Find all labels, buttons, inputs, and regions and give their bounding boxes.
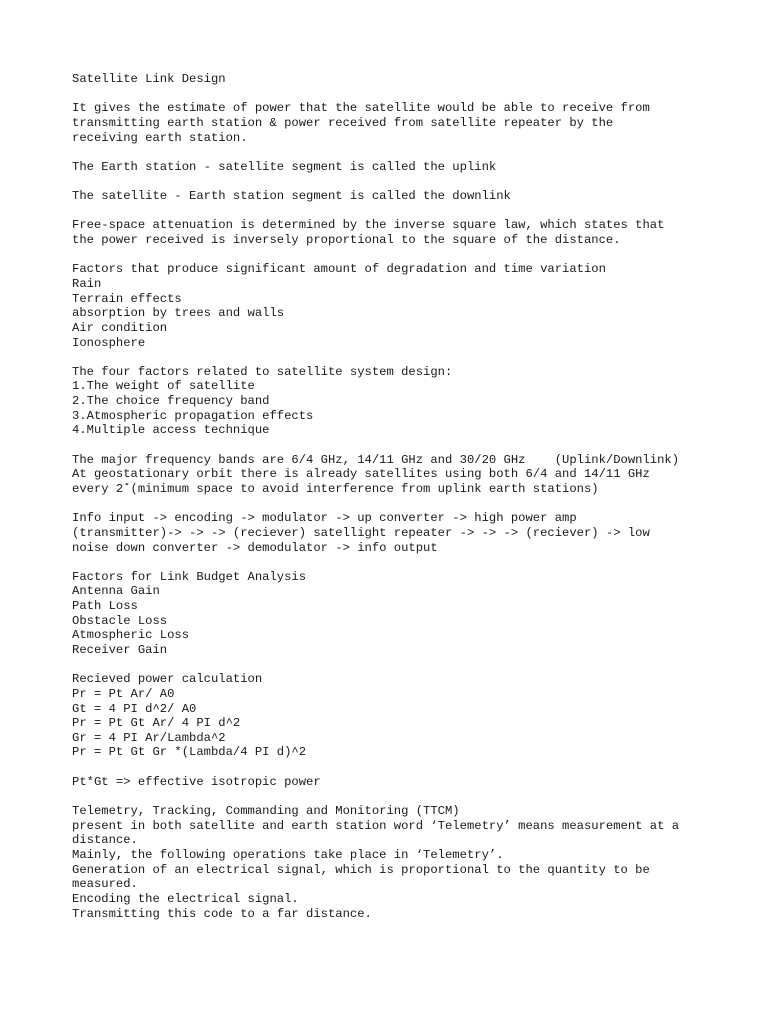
text-line: Mainly, the following operations take place in ‘Telemetry’. xyxy=(72,847,504,862)
text-line: Free-space attenuation is determined by the inverse square law, which states that xyxy=(72,218,665,233)
formula-line: Pr = Pt Gt Ar/ 4 PI d^2 xyxy=(72,716,241,731)
paragraph-signal-chain xyxy=(72,511,732,555)
list-item: Rain xyxy=(72,276,102,291)
text-line: Telemetry, Tracking, Commanding and Monitoring (TTCM) xyxy=(72,804,460,819)
list-item: Receiver Gain xyxy=(72,642,168,657)
paragraph-degradation-factors xyxy=(72,262,732,350)
text-line: receiving earth station. xyxy=(72,130,248,145)
paragraph-design-factors xyxy=(72,365,732,438)
list-item: absorption by trees and walls xyxy=(72,306,285,321)
list-item: Antenna Gain xyxy=(72,584,160,599)
document-body xyxy=(72,72,732,936)
paragraph-power-calculation xyxy=(72,672,732,760)
list-item: Ionosphere xyxy=(72,335,146,350)
paragraph-uplink xyxy=(72,160,732,175)
text-line: the power received is inversely proportional to the square of the distance. xyxy=(72,233,621,248)
text-line: The Earth station - satellite segment is called the uplink xyxy=(72,159,497,174)
formula-line: Pt*Gt => effective isotropic power xyxy=(72,774,321,789)
list-item: 2.The choice frequency band xyxy=(72,394,270,409)
text-line: The four factors related to satellite system design: xyxy=(72,364,453,379)
list-item: Terrain effects xyxy=(72,291,182,306)
list-item: Obstacle Loss xyxy=(72,613,168,628)
formula-line: Pr = Pt Ar/ A0 xyxy=(72,686,175,701)
text-line: Generation of an electrical signal, which is proportional to the quantity to be xyxy=(72,862,650,877)
text-line: Factors for Link Budget Analysis xyxy=(72,569,307,584)
text-line: The major frequency bands are 6/4 GHz, 14/11 GHz and 30/20 GHz (Uplink/Downlink) xyxy=(72,452,680,467)
text-line: Recieved power calculation xyxy=(72,672,263,687)
paragraph-ttcm xyxy=(72,804,732,921)
text-line: distance. xyxy=(72,833,138,848)
paragraph-eirp xyxy=(72,775,732,790)
paragraph-downlink xyxy=(72,189,732,204)
text-line: transmitting earth station & power received from satellite repeater by the xyxy=(72,115,614,130)
paragraph-link-budget xyxy=(72,570,732,658)
formula-line: Gr = 4 PI Ar/Lambda^2 xyxy=(72,730,226,745)
text-line: At geostationary orbit there is already satellites using both 6/4 and 14/11 GHz xyxy=(72,467,650,482)
list-item: 1.The weight of satellite xyxy=(72,379,255,394)
text-line: noise down converter -> demodulator -> info output xyxy=(72,540,438,555)
text-line: (transmitter)-> -> -> (reciever) satellight repeater -> -> -> (reciever) -> low xyxy=(72,525,650,540)
list-item: Path Loss xyxy=(72,599,138,614)
text-line: every 2˚(minimum space to avoid interference from uplink earth stations) xyxy=(72,481,599,496)
paragraph-free-space xyxy=(72,218,732,247)
text-line: Info input -> encoding -> modulator -> up converter -> high power amp xyxy=(72,511,577,526)
text-line: measured. xyxy=(72,877,138,892)
list-item: Atmospheric Loss xyxy=(72,628,190,643)
text-line: Encoding the electrical signal. xyxy=(72,891,299,906)
text-line: Transmitting this code to a far distance. xyxy=(72,906,372,921)
formula-line: Gt = 4 PI d^2/ A0 xyxy=(72,701,197,716)
paragraph-frequency-bands xyxy=(72,453,732,497)
text-line: It gives the estimate of power that the satellite would be able to receive from xyxy=(72,101,650,116)
list-item: 4.Multiple access technique xyxy=(72,423,270,438)
text-line: Satellite Link Design xyxy=(72,72,226,86)
text-line: present in both satellite and earth station word ‘Telemetry’ means measurement at a xyxy=(72,818,680,833)
formula-line: Pr = Pt Gt Gr *(Lambda/4 PI d)^2 xyxy=(72,745,307,760)
paragraph-intro xyxy=(72,101,732,145)
text-line: The satellite - Earth station segment is called the downlink xyxy=(72,189,511,204)
list-item: Air condition xyxy=(72,320,168,335)
document-title xyxy=(72,72,732,87)
text-line: Factors that produce significant amount of degradation and time variation xyxy=(72,262,606,277)
list-item: 3.Atmospheric propagation effects xyxy=(72,408,314,423)
